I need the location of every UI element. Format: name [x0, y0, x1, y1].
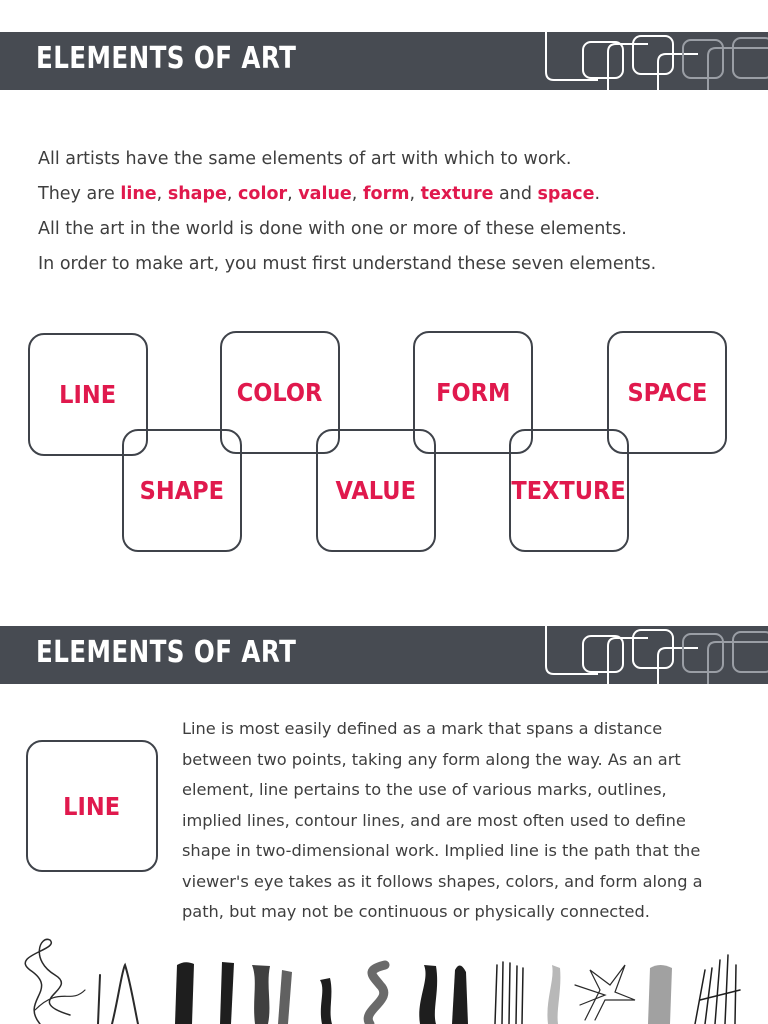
- keyword-space: space: [537, 184, 595, 204]
- keyword-texture: texture: [420, 184, 494, 204]
- description-line: implied lines, contour lines, and are most often used to define: [182, 810, 686, 830]
- description-line: viewer's eye takes as it follows shapes, colors, and form along a: [182, 871, 703, 891]
- keyword-form: form: [362, 184, 410, 204]
- element-box-texture: TEXTURE: [509, 429, 629, 552]
- banner-title: ELEMENTS OF ART: [36, 635, 297, 670]
- header-banner: [0, 32, 768, 90]
- keyword-shape: shape: [167, 184, 227, 204]
- square-pattern-icon: [538, 626, 768, 684]
- description-line: Line is most easily defined as a mark that spans a distance: [182, 719, 663, 738]
- element-box-space: SPACE: [607, 331, 727, 454]
- section-banner: [0, 626, 768, 684]
- keyword-line: line: [120, 184, 157, 204]
- description-line: between two points, taking any form along the way. As an art: [182, 749, 681, 769]
- element-box-form: FORM: [413, 331, 533, 454]
- square-pattern-icon: [538, 32, 768, 90]
- element-box-shape: SHAPE: [122, 429, 242, 552]
- intro-line-1: All artists have the same elements of art with which to work.: [38, 149, 572, 169]
- banner-title: ELEMENTS OF ART: [36, 41, 297, 76]
- line-element-box: LINE: [26, 740, 158, 872]
- element-box-line: LINE: [28, 333, 148, 456]
- brush-strokes-illustration: [0, 930, 768, 1024]
- keyword-color: color: [238, 184, 288, 204]
- intro-line-4: In order to make art, you must first understand these seven elements.: [38, 254, 657, 274]
- description-line: shape in two-dimensional work. Implied line is the path that the: [182, 841, 701, 860]
- element-box-color: COLOR: [220, 331, 340, 454]
- keyword-value: value: [298, 184, 352, 204]
- element-box-value: VALUE: [316, 429, 436, 552]
- intro-line-2: They are line, shape, color, value, form, texture and space.: [38, 184, 601, 204]
- intro-line-3: All the art in the world is done with one or more of these elements.: [38, 219, 627, 239]
- intro-text: [38, 142, 758, 282]
- description-line: element, line pertains to the use of various marks, outlines,: [182, 780, 667, 799]
- line-description: [182, 714, 752, 928]
- description-line: path, but may not be continuous or physically connected.: [182, 902, 650, 921]
